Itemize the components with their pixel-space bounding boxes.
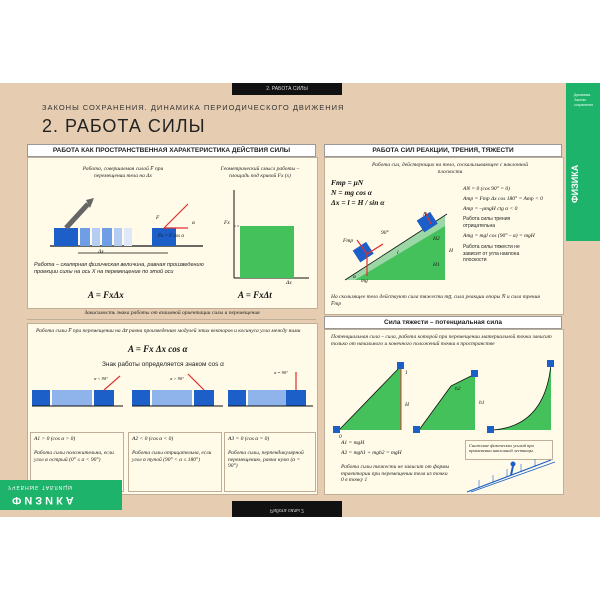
top-tab: 2. РАБОТА СИЛЫ bbox=[232, 83, 342, 95]
case2-angle: α > 90° bbox=[170, 376, 184, 381]
case1-desc: Работа силы положительна, если угол α острый (0° ≤ α < 90°) bbox=[34, 450, 114, 463]
gravity-heading: Сила тяжести – потенциальная сила bbox=[324, 316, 562, 329]
result-amg: Amg = mgl cos (90° – α) = mgH bbox=[463, 233, 535, 239]
stairs-caption-box bbox=[465, 440, 553, 460]
gravity-independence-text: Работа силы тяжести не зависит от формы траектории при перемещении тела из точки 0 в точку 1 bbox=[341, 464, 450, 483]
formula-n: N = mg cos α bbox=[331, 188, 372, 197]
formula-ftr: Fтр = μN bbox=[331, 178, 364, 187]
incline-n-label: N bbox=[423, 212, 427, 218]
point-1-label: 1 bbox=[405, 370, 408, 376]
side-small-text: Динамика. Законы сохранения bbox=[574, 93, 594, 107]
formula-dx: Δx = l = H / sin α bbox=[331, 198, 385, 207]
incline-mg-label: mg bbox=[361, 278, 368, 284]
left-section-heading: РАБОТА КАК ПРОСТРАНСТВЕННАЯ ХАРАКТЕРИСТИКА ДЕЙСТВИЯ СИЛЫ bbox=[27, 144, 316, 157]
case-right bbox=[228, 372, 313, 406]
curve-path bbox=[487, 360, 554, 433]
case-acute bbox=[32, 376, 123, 406]
alpha-label: α bbox=[192, 220, 195, 226]
case1-angle: α < 90° bbox=[94, 376, 108, 381]
brand-corner-caption: УЧЕБНЫЕ ТАБЛИЦЫ bbox=[8, 484, 74, 490]
sign-dependence-text: Зависимость знака работы от взаимной ориентации силы и перемещения bbox=[84, 310, 260, 316]
case3-cond: A3 = 0 (cos α = 0) bbox=[228, 436, 270, 442]
side-label: ФИЗИКА bbox=[570, 164, 580, 203]
fx-label: Fx = F cos α bbox=[158, 234, 184, 239]
force-diagram bbox=[28, 178, 208, 258]
brand-corner-logo: ФИЗИКА bbox=[12, 494, 77, 506]
graph-y-label: Fx bbox=[224, 220, 230, 226]
stairs-caption: Снижение физических усилий при применении наклонной лестницы bbox=[469, 443, 534, 453]
formula-a-fx-dt: A = FxΔt bbox=[238, 290, 272, 300]
height-h-label: H bbox=[405, 402, 409, 408]
f-label: F bbox=[156, 215, 160, 221]
separator bbox=[27, 319, 316, 320]
right-section-heading: РАБОТА СИЛ РЕАКЦИИ, ТРЕНИЯ, ТЯЖЕСТИ bbox=[324, 144, 562, 157]
incline-title: Работа сил, действующих на тело, соскальзывающее с наклонной плоскости bbox=[372, 162, 528, 175]
incline-l-label: l bbox=[397, 250, 399, 256]
poster-title: 2. РАБОТА СИЛЫ bbox=[42, 116, 206, 136]
formula-a2: A2 = mgh1 + mgh2 = mgH bbox=[341, 450, 402, 456]
result-friction-text: Работа силы трения отрицательна bbox=[463, 216, 511, 229]
potential-def: Потенциальная сила – сила, работа которой при перемещении материальной точки зависит только от начального и конечного положений точки в пространстве bbox=[331, 334, 552, 347]
step-path bbox=[413, 370, 478, 433]
h1-label: h1 bbox=[479, 400, 485, 406]
gravity-panel bbox=[324, 329, 564, 495]
incline-h1-label: H1 bbox=[433, 262, 440, 268]
result-atr-ctg: Aтр = –μmgH ctg α < 0 bbox=[463, 206, 518, 212]
work-def-text: Работа, совершаемая силой F̅ при перемещении тела на Δx bbox=[82, 166, 164, 179]
result-atr: Aтр = Fтр Δx cos 180° = Aтр < 0 bbox=[463, 196, 543, 202]
point-0-label: 0 bbox=[339, 434, 342, 440]
incline-h2-label: H2 bbox=[433, 236, 440, 242]
work-area-graph bbox=[224, 188, 314, 288]
work-definition-panel bbox=[27, 157, 318, 309]
incline-90-label: 90° bbox=[381, 230, 389, 236]
result-gravity-text: Работа силы тяжести не зависит от угла наклона плоскости bbox=[463, 244, 520, 263]
h2-label: h2 bbox=[455, 386, 461, 392]
formula-a1: A1 = mgH bbox=[341, 440, 365, 446]
poster-subtitle: ЗАКОНЫ СОХРАНЕНИЯ. ДИНАМИКА ПЕРИОДИЧЕСКОГО ДВИЖЕНИЯ bbox=[42, 103, 345, 112]
incline-panel bbox=[324, 157, 564, 315]
work-scalar-text: Работа – скалярная физическая величина, равная произведению проекции силы на ось X на перемещение по этой оси bbox=[34, 262, 204, 275]
sign-of-work-panel bbox=[27, 323, 318, 495]
graph-x-label: Δx bbox=[286, 280, 292, 286]
incline-h-label: H bbox=[449, 248, 453, 254]
formula-cos: A = Fx Δx cos α bbox=[128, 344, 188, 354]
geom-def-text: Геометрический смысл работы – площадь под кривой Fx (x) bbox=[220, 166, 300, 179]
scalar-product-text: Работа силы F̅ при перемещении на Δx̅ равна произведению модулей этих векторов и косинуса угла между ними bbox=[36, 328, 301, 334]
formula-a-fx-dx: A = FxΔx bbox=[88, 290, 124, 300]
gravity-paths-diagram bbox=[325, 356, 561, 446]
side-tab bbox=[566, 83, 600, 241]
sign-rule-text: Знак работы определяется знаком cos α bbox=[102, 361, 224, 368]
incline-alpha-label: α bbox=[353, 274, 356, 280]
incline-note: На скользящее тело действуют сила тяжести mg̅, сила реакции опоры N̅ и сила трения F̅тр bbox=[331, 294, 540, 307]
case1-cond: A1 > 0 (cos α > 0) bbox=[34, 436, 76, 442]
case2-cond: A2 < 0 (cos α < 0) bbox=[132, 436, 174, 442]
stairs-illustration bbox=[465, 458, 555, 494]
triangle-path bbox=[333, 362, 404, 433]
incline-ftr-label: Fтр bbox=[343, 238, 354, 244]
case3-angle: α = 90° bbox=[274, 370, 288, 375]
case3-desc: Работа силы, перпендикулярной перемещению, равна нулю (α = 90°) bbox=[228, 450, 304, 469]
brand-corner bbox=[0, 480, 122, 510]
bottom-tab: Работа силы 2 bbox=[232, 501, 342, 517]
result-an: AN = 0 (cos 90° = 0) bbox=[463, 186, 510, 192]
dx-label: Δx bbox=[98, 249, 104, 255]
poster bbox=[0, 83, 600, 517]
case2-desc: Работа силы отрицательна, если угол α тупой (90° < α ≤ 180°) bbox=[132, 450, 212, 463]
